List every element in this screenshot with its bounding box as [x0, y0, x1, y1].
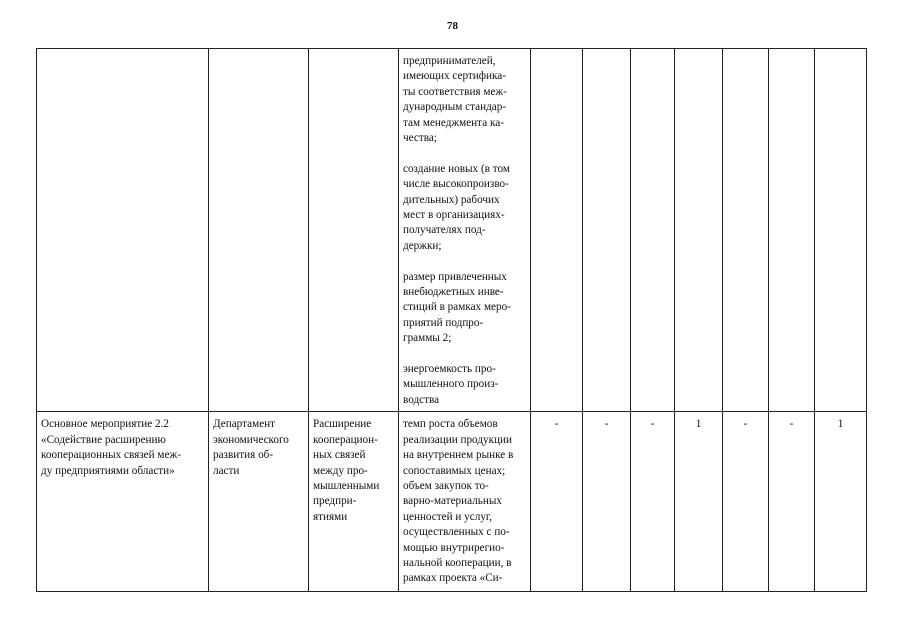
executor-cell: Департамент экономического развития об- ласти	[209, 412, 309, 592]
event-cell	[37, 49, 209, 412]
event-cell: Основное мероприятие 2.2 «Содействие расширению кооперационных связей меж- ду предприятиями области»	[37, 412, 209, 592]
value-cell: 1	[815, 412, 867, 592]
value-cell	[723, 49, 769, 412]
indicators-cell	[399, 412, 531, 592]
executor-cell	[209, 49, 309, 412]
page-number: 78	[447, 20, 458, 32]
value-cell: -	[769, 412, 815, 592]
value-cell: -	[583, 412, 631, 592]
value-cell	[583, 49, 631, 412]
value-cell	[631, 49, 675, 412]
indicator-item: размер привлеченных внебюджетных инве- стиций в рамках меро- приятий подпро- граммы 2;	[403, 270, 511, 345]
value-cell	[675, 49, 723, 412]
result-cell: Расширение кооперацион- ных связей между про- мышленными предпри- ятиями	[309, 412, 399, 592]
value-cell: 1	[675, 412, 723, 592]
indicator-item: создание новых (в том числе высокопроизво- дительных) рабочих мест в организациях- получателях под- держки;	[403, 162, 510, 252]
indicator-item: предпринимателей, имеющих сертифика- ты соответствия меж- дународным стандар- там менеджмента ка- чества;	[403, 55, 507, 145]
value-cell	[769, 49, 815, 412]
indicator-item: энергоемкость про- мышленного произ- водства	[403, 363, 499, 406]
value-cell	[815, 49, 867, 412]
indicator-item: темп роста объемов реализации продукции на внутреннем рынке в сопоставимых ценах; объем закупок то- варно-материальных ценностей и услуг, осуществленных с по- мощью внутрирегио- нальной кооперации, в рамках проекта «Си-	[403, 418, 514, 585]
value-cell: -	[531, 412, 583, 592]
value-cell: -	[631, 412, 675, 592]
result-cell	[309, 49, 399, 412]
value-cell: -	[723, 412, 769, 592]
program-table	[36, 48, 867, 592]
table-row	[37, 412, 867, 592]
table-row	[37, 49, 867, 412]
indicators-cell	[399, 49, 531, 412]
value-cell	[531, 49, 583, 412]
